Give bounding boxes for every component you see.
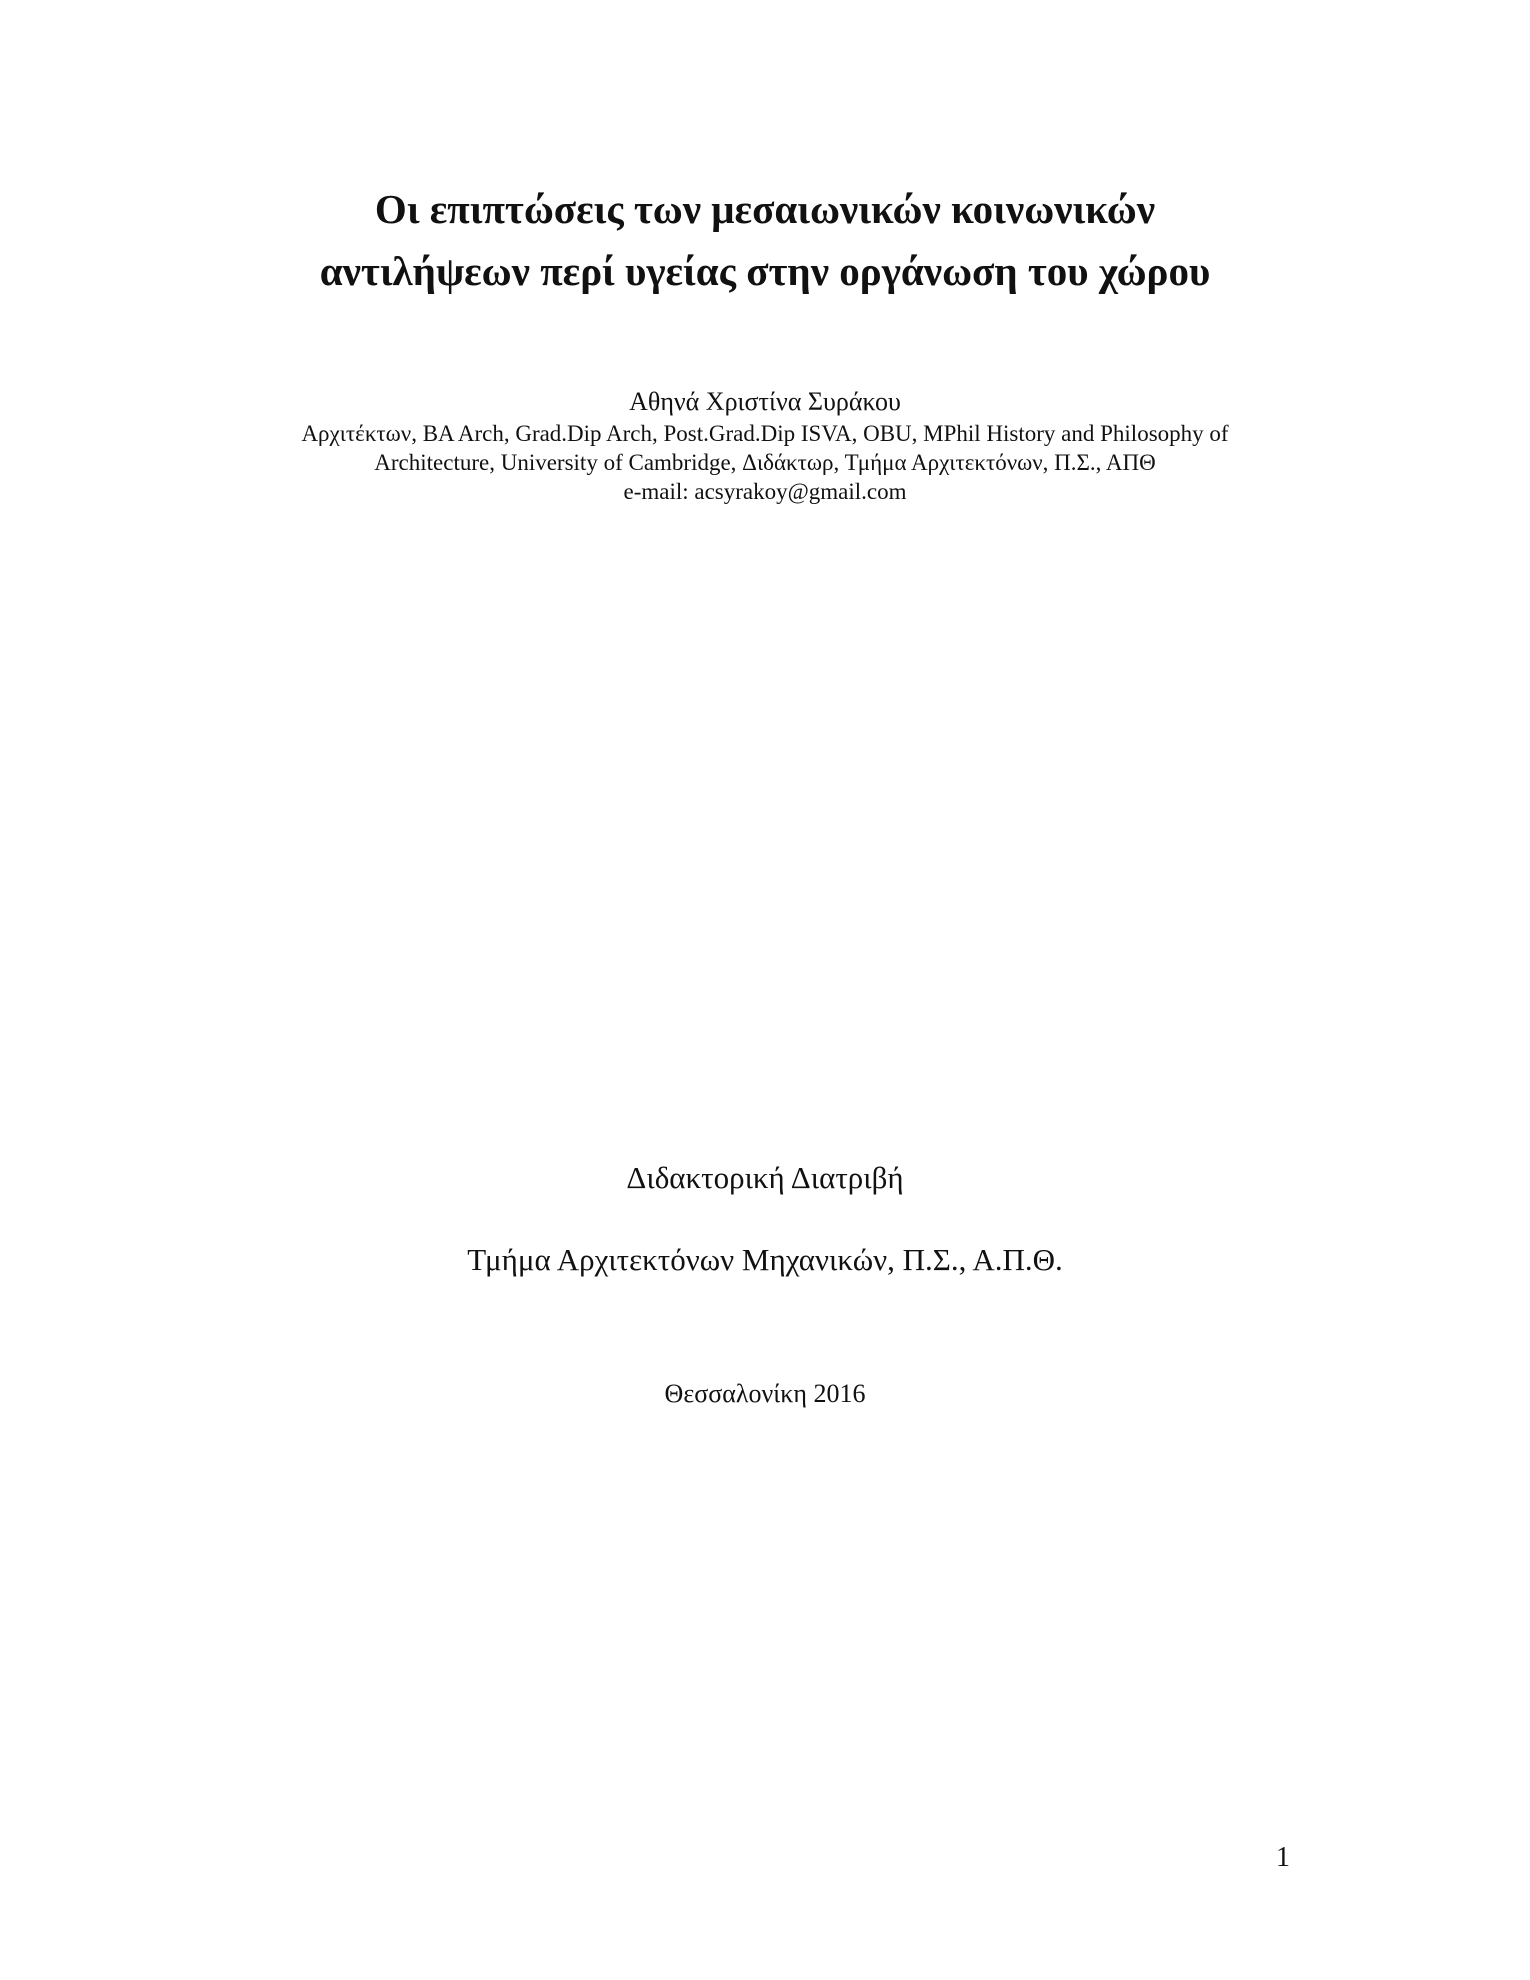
author-credentials-line-1: Αρχιτέκτων, BA Arch, Grad.Dip Arch, Post.Grad.Dip ISVA, OBU, MPhil History and Philosophy of	[301, 421, 1229, 446]
document-type: Διδακτορική Διατριβή	[626, 1160, 904, 1195]
place-year: Θεσσαλονίκη 2016	[664, 1379, 866, 1408]
page-number: 1	[1276, 1842, 1290, 1873]
author-email: e-mail: acsyrakoy@gmail.com	[623, 479, 907, 504]
title-line-1: Οι επιπτώσεις των μεσαιωνικών κοινωνικών	[374, 186, 1156, 232]
title-line-2: αντιλήψεων περί υγείας στην οργάνωση του χώρου	[319, 248, 1211, 294]
author-credentials-line-2: Architecture, University of Cambridge, Διδάκτωρ, Τμήμα Αρχιτεκτόνων, Π.Σ., ΑΠΘ	[374, 450, 1156, 475]
author-name: Αθηνά Χριστίνα Συράκου	[629, 387, 901, 416]
thesis-title	[0, 178, 1530, 302]
department: Τμήμα Αρχιτεκτόνων Μηχανικών, Π.Σ., Α.Π.Θ.	[467, 1242, 1063, 1277]
author-block	[0, 385, 1530, 506]
